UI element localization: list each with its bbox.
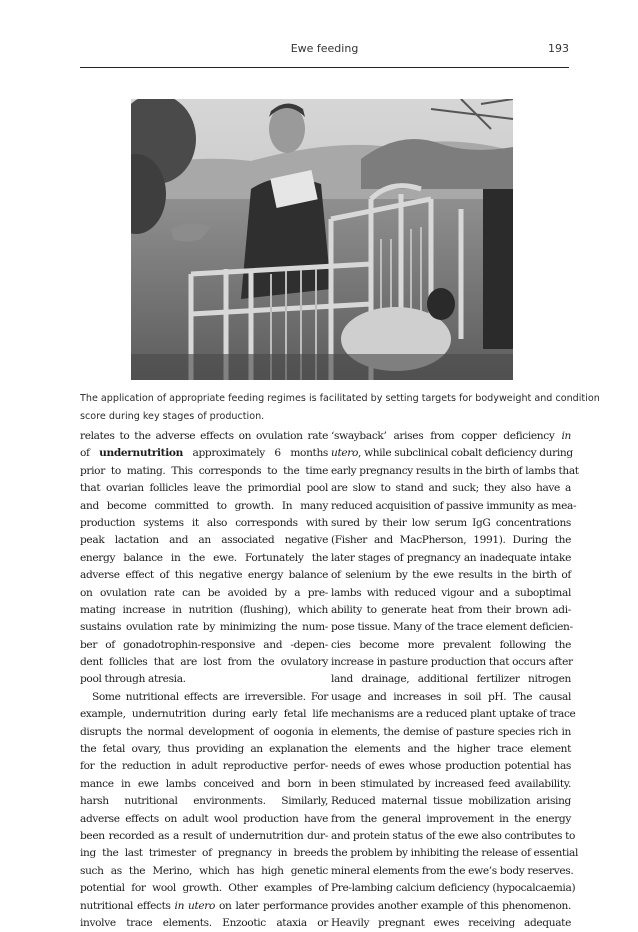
text-segment: ability to generate heat from their brown adi- (331, 603, 571, 616)
text-line (331, 828, 576, 845)
body-column-right (331, 428, 579, 932)
text-segment: the fetal ovary, thus providing an explanation (80, 743, 328, 756)
text-line (80, 898, 328, 915)
text-line (331, 758, 571, 775)
text-segment: mating increase in nutrition (flushing), which (80, 603, 328, 616)
text-line (80, 602, 328, 619)
text-line (80, 776, 328, 793)
text-line (331, 776, 571, 793)
text-segment: such as the Merino, which has high genetic (80, 864, 328, 877)
text-line (331, 915, 571, 932)
text-line (331, 463, 579, 480)
text-segment: peak lactation and an associated negative (80, 534, 328, 547)
text-line (80, 428, 328, 445)
text-line (80, 445, 328, 462)
text-segment: provides another example of this phenomenon. (331, 899, 571, 912)
text-line (80, 845, 328, 862)
caption-line-1: The application of appropriate feeding regimes is facilitated by setting targets for bodyweight and condition (80, 393, 600, 404)
text-line (331, 428, 571, 445)
text-segment: mineral elements from the ewe’s body reserves. (331, 864, 574, 877)
text-segment: involve trace elements. Enzootic ataxia or (80, 916, 328, 929)
text-line (80, 515, 328, 532)
text-segment: nutritional effects (80, 899, 175, 912)
text-segment: example, undernutrition during early fetal life (80, 708, 328, 721)
caption-line-2: score during key stages of production. (80, 411, 265, 422)
text-segment: harsh nutritional environments. Similarly, (80, 795, 328, 808)
text-segment: (Fisher and MacPherson, 1991). During the (331, 534, 571, 547)
text-line (80, 689, 328, 706)
text-segment: Some nutritional effects are irreversible. For (92, 690, 328, 703)
text-segment: relates to the adverse effects on ovulation rate (80, 430, 328, 442)
text-line (331, 585, 571, 602)
text-segment: pose tissue. Many of the trace element deficien- (331, 621, 573, 634)
header-rule (80, 67, 569, 68)
text-line (331, 706, 576, 723)
text-segment: sured by their low serum IgG concentrations (331, 516, 571, 529)
text-line (80, 550, 328, 567)
text-line (331, 880, 576, 897)
text-line (80, 880, 328, 897)
text-line (80, 671, 328, 688)
text-line (331, 480, 571, 497)
text-segment: lambs with reduced vigour and a suboptimal (331, 586, 571, 599)
text-line (331, 602, 571, 619)
text-segment: ber of gonadotrophin-responsive and -depen- (80, 638, 328, 651)
text-segment: , while subclinical cobalt deficiency during (358, 447, 573, 460)
text-segment: been recorded as a result of undernutrition dur- (80, 829, 328, 842)
text-line (331, 898, 571, 915)
text-line (80, 532, 328, 549)
text-segment: Heavily pregnant ewes receiving adequate (331, 916, 571, 929)
text-line (331, 793, 571, 810)
text-segment: prior to mating. This corresponds to the time (80, 464, 328, 477)
text-line (80, 706, 328, 723)
text-line (80, 654, 328, 671)
text-segment: reduced acquisition of passive immunity as mea- (331, 499, 577, 512)
text-line (80, 463, 328, 480)
text-line (331, 567, 571, 584)
text-line (331, 741, 571, 758)
text-segment: ing the last trimester of pregnancy in breeds (80, 847, 328, 860)
text-line (331, 532, 571, 549)
text-segment: on later performance (215, 899, 328, 912)
text-segment: pool through atresia. (80, 673, 186, 686)
text-line (80, 741, 328, 758)
text-line (331, 515, 571, 532)
text-line (80, 498, 328, 515)
text-line (331, 689, 571, 706)
text-segment: needs of ewes whose production potential has (331, 760, 571, 773)
text-segment: disrupts the normal development of oogonia in (80, 725, 328, 738)
text-segment: the problem by inhibiting the release of essential (331, 847, 578, 860)
text-line (80, 724, 328, 741)
text-segment: been stimulated by increased feed availability. (331, 777, 571, 790)
text-segment: for the reduction in adult reproductive perfor- (80, 760, 328, 773)
text-line (331, 498, 577, 515)
text-segment: Pre-lambing calcium deficiency (hypocalcaemia) (331, 882, 576, 895)
text-line (80, 585, 328, 602)
text-line (331, 671, 571, 688)
text-line (331, 619, 571, 636)
text-segment: increase in pasture production that occurs after (331, 656, 573, 669)
text-segment: later stages of pregnancy an inadequate intake (331, 551, 571, 564)
text-segment: adverse effect of this negative energy balance (80, 569, 328, 582)
running-head (80, 40, 569, 60)
text-line (331, 724, 571, 741)
text-line (80, 619, 328, 636)
running-head-title: Ewe feeding (290, 42, 359, 55)
text-segment: Reduced maternal tissue mobilization arising (331, 795, 571, 808)
text-line (331, 550, 571, 567)
text-line (80, 637, 328, 654)
text-line (331, 654, 571, 671)
text-segment: mance in ewe lambs conceived and born in (80, 777, 328, 790)
text-line (80, 567, 328, 584)
italic-term: in utero (174, 899, 216, 912)
text-segment: elements, the demise of pasture species rich in (331, 725, 571, 738)
text-segment: of selenium by the ewe results in the birth of (331, 569, 571, 582)
text-line (331, 863, 574, 880)
text-line (80, 863, 328, 880)
text-segment: approximately 6 months (182, 447, 329, 460)
text-segment: and protein status of the ewe also contributes to (331, 829, 576, 842)
text-segment: usage and increases in soil pH. The causal (331, 690, 571, 703)
text-segment: ‘swayback’ arises from copper deficiency (331, 430, 562, 442)
italic-term: in (561, 430, 571, 442)
text-segment: production systems it also corresponds with (80, 516, 328, 529)
text-segment: that ovarian follicles leave the primordial pool (80, 482, 328, 495)
bold-term: undernutrition (99, 447, 183, 460)
text-segment: of (80, 447, 100, 460)
figure-caption (80, 390, 600, 426)
text-line (80, 915, 328, 932)
figure-photo-image (131, 99, 513, 380)
page-number: 193 (548, 42, 569, 55)
text-segment: are slow to stand and suck; they also have a (331, 482, 571, 495)
text-line (331, 637, 571, 654)
text-segment: from the general improvement in the energy (331, 812, 571, 825)
text-segment: mechanisms are a reduced plant uptake of trace (331, 708, 576, 721)
text-segment: cies become more prevalent following the (331, 638, 571, 651)
text-line (80, 480, 328, 497)
text-segment: adverse effects on adult wool production have (80, 812, 328, 825)
text-segment: dent follicles that are lost from the ovulatory (80, 656, 328, 669)
body-column-left (80, 428, 328, 932)
text-segment: early pregnancy results in the birth of lambs that (331, 464, 579, 477)
text-line (80, 828, 328, 845)
text-segment: energy balance in the ewe. Fortunately the (80, 551, 328, 564)
text-line (80, 793, 328, 810)
text-line (331, 845, 578, 862)
italic-term: utero (331, 447, 359, 460)
text-line (331, 811, 571, 828)
text-segment: land drainage, additional fertilizer nitrogen (331, 673, 571, 686)
text-segment: on ovulation rate can be avoided by a pre- (80, 586, 328, 599)
text-line (331, 445, 571, 462)
text-segment: the elements and the higher trace element (331, 743, 571, 756)
text-segment: potential for wool growth. Other examples of (80, 882, 328, 895)
text-line (80, 811, 328, 828)
text-segment: and become committed to growth. In many (80, 499, 328, 512)
text-line (80, 758, 328, 775)
figure-photo (131, 99, 513, 380)
text-segment: sustains ovulation rate by minimizing the num- (80, 621, 328, 634)
